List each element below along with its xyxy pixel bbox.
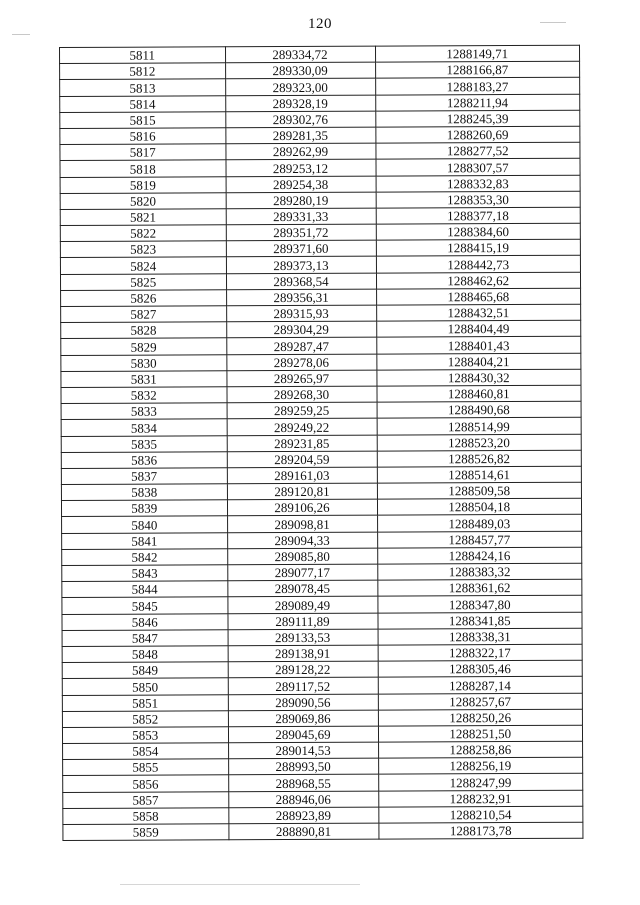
point-number-cell: 5825 xyxy=(60,273,226,290)
point-number-cell: 5836 xyxy=(61,451,227,468)
y-coordinate-cell: 1288401,43 xyxy=(376,337,581,354)
x-coordinate-cell: 289111,89 xyxy=(227,613,377,630)
table-row xyxy=(61,288,581,306)
table-row xyxy=(60,239,580,257)
table-row xyxy=(62,709,582,727)
point-number-cell: 5852 xyxy=(62,710,228,727)
point-number-cell: 5813 xyxy=(60,79,226,96)
table-row xyxy=(60,191,580,209)
point-number-cell: 5821 xyxy=(60,209,226,226)
point-number-cell: 5843 xyxy=(62,565,228,582)
table-row xyxy=(61,369,581,387)
y-coordinate-cell: 1288232,91 xyxy=(378,790,583,807)
scan-speck xyxy=(12,34,30,35)
point-number-cell: 5835 xyxy=(61,435,227,452)
table-row xyxy=(60,61,580,79)
table-row xyxy=(61,418,581,436)
y-coordinate-cell: 1288462,62 xyxy=(376,272,581,289)
y-coordinate-cell: 1288383,32 xyxy=(377,563,582,580)
point-number-cell: 5815 xyxy=(60,112,226,129)
point-number-cell: 5828 xyxy=(61,322,227,339)
point-number-cell: 5844 xyxy=(62,581,228,598)
x-coordinate-cell: 289077,17 xyxy=(227,564,377,581)
x-coordinate-cell: 289098,81 xyxy=(227,516,377,533)
point-number-cell: 5842 xyxy=(62,549,228,566)
y-coordinate-cell: 1288361,62 xyxy=(377,579,582,596)
x-coordinate-cell: 289253,12 xyxy=(226,159,376,176)
point-number-cell: 5831 xyxy=(61,371,227,388)
y-coordinate-cell: 1288442,73 xyxy=(376,256,581,273)
x-coordinate-cell: 289094,33 xyxy=(227,532,377,549)
x-coordinate-cell: 289302,76 xyxy=(225,111,375,128)
x-coordinate-cell: 289278,06 xyxy=(226,354,376,371)
x-coordinate-cell: 289334,72 xyxy=(225,46,375,63)
point-number-cell: 5829 xyxy=(61,338,227,355)
point-number-cell: 5848 xyxy=(62,646,228,663)
y-coordinate-cell: 1288509,58 xyxy=(377,482,582,499)
point-number-cell: 5816 xyxy=(60,128,226,145)
point-number-cell: 5851 xyxy=(62,694,228,711)
point-number-cell: 5837 xyxy=(61,468,227,485)
x-coordinate-cell: 289356,31 xyxy=(226,289,376,306)
y-coordinate-cell: 1288251,50 xyxy=(378,725,583,742)
x-coordinate-cell: 289014,53 xyxy=(228,742,378,759)
y-coordinate-cell: 1288523,20 xyxy=(377,434,582,451)
y-coordinate-cell: 1288307,57 xyxy=(375,159,580,176)
x-coordinate-cell: 289287,47 xyxy=(226,337,376,354)
x-coordinate-cell: 289045,69 xyxy=(228,726,378,743)
scan-speck xyxy=(120,884,360,885)
y-coordinate-cell: 1288526,82 xyxy=(377,450,582,467)
point-number-cell: 5826 xyxy=(61,290,227,307)
point-number-cell: 5853 xyxy=(62,727,228,744)
point-number-cell: 5850 xyxy=(62,678,228,695)
x-coordinate-cell: 289085,80 xyxy=(227,548,377,565)
table-row xyxy=(62,677,582,695)
point-number-cell: 5827 xyxy=(61,306,227,323)
table-row xyxy=(60,159,580,177)
x-coordinate-cell: 289265,97 xyxy=(226,370,376,387)
point-number-cell: 5819 xyxy=(60,176,226,193)
y-coordinate-cell: 1288332,83 xyxy=(376,175,581,192)
table-row xyxy=(62,644,582,662)
point-number-cell: 5812 xyxy=(60,63,226,80)
point-number-cell: 5814 xyxy=(60,95,226,112)
table-row xyxy=(60,142,580,160)
point-number-cell: 5817 xyxy=(60,144,226,161)
point-number-cell: 5859 xyxy=(63,824,229,841)
y-coordinate-cell: 1288504,18 xyxy=(377,498,582,515)
x-coordinate-cell: 289315,93 xyxy=(226,305,376,322)
point-number-cell: 5856 xyxy=(63,775,229,792)
x-coordinate-cell: 288946,06 xyxy=(228,791,378,808)
table-row xyxy=(60,207,580,225)
x-coordinate-cell: 289106,26 xyxy=(227,499,377,516)
y-coordinate-cell: 1288287,14 xyxy=(378,677,583,694)
x-coordinate-cell: 289089,49 xyxy=(227,596,377,613)
x-coordinate-cell: 288968,55 xyxy=(228,775,378,792)
y-coordinate-cell: 1288377,18 xyxy=(376,207,581,224)
page-number: 120 xyxy=(308,16,332,32)
table-row xyxy=(61,353,581,371)
y-coordinate-cell: 1288305,46 xyxy=(378,660,583,677)
y-coordinate-cell: 1288490,68 xyxy=(377,401,582,418)
y-coordinate-cell: 1288341,85 xyxy=(377,612,582,629)
point-number-cell: 5834 xyxy=(61,419,227,436)
y-coordinate-cell: 1288257,67 xyxy=(378,693,583,710)
point-number-cell: 5830 xyxy=(61,354,227,371)
table-row xyxy=(63,822,583,840)
table-row xyxy=(63,741,583,759)
table-row xyxy=(61,304,581,322)
table-row xyxy=(62,693,582,711)
point-number-cell: 5846 xyxy=(62,613,228,630)
point-number-cell: 5822 xyxy=(60,225,226,242)
y-coordinate-cell: 1288322,17 xyxy=(378,644,583,661)
x-coordinate-cell: 289328,19 xyxy=(225,95,375,112)
point-number-cell: 5820 xyxy=(60,192,226,209)
point-number-cell: 5845 xyxy=(62,597,228,614)
scan-speck xyxy=(540,22,566,23)
point-number-cell: 5857 xyxy=(63,791,229,808)
y-coordinate-cell: 1288514,61 xyxy=(377,466,582,483)
point-number-cell: 5824 xyxy=(60,257,226,274)
table-row xyxy=(63,790,583,808)
point-number-cell: 5832 xyxy=(61,387,227,404)
x-coordinate-cell: 289120,81 xyxy=(227,483,377,500)
table-row xyxy=(62,531,582,549)
y-coordinate-cell: 1288166,87 xyxy=(375,61,580,78)
y-coordinate-cell: 1288415,19 xyxy=(376,239,581,256)
y-coordinate-cell: 1288258,86 xyxy=(378,741,583,758)
table-row xyxy=(60,78,580,96)
x-coordinate-cell: 288993,50 xyxy=(228,758,378,775)
table-row xyxy=(61,434,581,452)
x-coordinate-cell: 289280,19 xyxy=(226,192,376,209)
table-row xyxy=(61,450,581,468)
x-coordinate-cell: 289090,56 xyxy=(228,694,378,711)
table-row xyxy=(60,126,580,144)
point-number-cell: 5811 xyxy=(60,47,226,64)
table-row xyxy=(60,175,580,193)
y-coordinate-cell: 1288247,99 xyxy=(378,774,583,791)
y-coordinate-cell: 1288250,26 xyxy=(378,709,583,726)
x-coordinate-cell: 289268,30 xyxy=(226,386,376,403)
x-coordinate-cell: 289262,99 xyxy=(225,143,375,160)
table-row xyxy=(62,579,582,597)
table-row xyxy=(62,660,582,678)
y-coordinate-cell: 1288245,39 xyxy=(375,110,580,127)
table-row xyxy=(62,547,582,565)
x-coordinate-cell: 288923,89 xyxy=(228,807,378,824)
coordinates-table xyxy=(59,45,583,841)
x-coordinate-cell: 289204,59 xyxy=(227,451,377,468)
y-coordinate-cell: 1288260,69 xyxy=(375,126,580,143)
y-coordinate-cell: 1288149,71 xyxy=(375,45,580,62)
y-coordinate-cell: 1288432,51 xyxy=(376,304,581,321)
point-number-cell: 5823 xyxy=(60,241,226,258)
y-coordinate-cell: 1288430,32 xyxy=(376,369,581,386)
y-coordinate-cell: 1288404,49 xyxy=(376,320,581,337)
table-row xyxy=(62,563,582,581)
coordinates-table-body xyxy=(60,45,583,840)
y-coordinate-cell: 1288347,80 xyxy=(377,596,582,613)
point-number-cell: 5841 xyxy=(62,532,228,549)
x-coordinate-cell: 289231,85 xyxy=(227,435,377,452)
table-row xyxy=(62,596,582,614)
point-number-cell: 5840 xyxy=(62,516,228,533)
y-coordinate-cell: 1288353,30 xyxy=(376,191,581,208)
x-coordinate-cell: 289351,72 xyxy=(226,224,376,241)
point-number-cell: 5847 xyxy=(62,630,228,647)
point-number-cell: 5858 xyxy=(63,808,229,825)
y-coordinate-cell: 1288211,94 xyxy=(375,94,580,111)
y-coordinate-cell: 1288514,99 xyxy=(377,418,582,435)
point-number-cell: 5854 xyxy=(63,743,229,760)
table-row xyxy=(62,515,582,533)
x-coordinate-cell: 289117,52 xyxy=(228,677,378,694)
table-row xyxy=(60,45,580,63)
x-coordinate-cell: 289373,13 xyxy=(226,257,376,274)
table-row xyxy=(63,774,583,792)
x-coordinate-cell: 289371,60 xyxy=(226,240,376,257)
point-number-cell: 5833 xyxy=(61,403,227,420)
point-number-cell: 5818 xyxy=(60,160,226,177)
x-coordinate-cell: 289161,03 xyxy=(227,467,377,484)
table-row xyxy=(61,466,581,484)
x-coordinate-cell: 289078,45 xyxy=(227,580,377,597)
table-row xyxy=(60,223,580,241)
x-coordinate-cell: 289133,53 xyxy=(228,629,378,646)
point-number-cell: 5839 xyxy=(61,500,227,517)
x-coordinate-cell: 289281,35 xyxy=(225,127,375,144)
y-coordinate-cell: 1288424,16 xyxy=(377,547,582,564)
y-coordinate-cell: 1288465,68 xyxy=(376,288,581,305)
point-number-cell: 5849 xyxy=(62,662,228,679)
y-coordinate-cell: 1288256,19 xyxy=(378,757,583,774)
x-coordinate-cell: 289069,86 xyxy=(228,710,378,727)
x-coordinate-cell: 289304,29 xyxy=(226,321,376,338)
y-coordinate-cell: 1288338,31 xyxy=(378,628,583,645)
x-coordinate-cell: 289368,54 xyxy=(226,273,376,290)
y-coordinate-cell: 1288277,52 xyxy=(375,142,580,159)
table-row xyxy=(61,320,581,338)
table-row xyxy=(62,725,582,743)
y-coordinate-cell: 1288404,21 xyxy=(376,353,581,370)
table-row xyxy=(61,385,581,403)
y-coordinate-cell: 1288489,03 xyxy=(377,515,582,532)
y-coordinate-cell: 1288460,81 xyxy=(376,385,581,402)
y-coordinate-cell: 1288384,60 xyxy=(376,223,581,240)
x-coordinate-cell: 288890,81 xyxy=(228,823,378,840)
point-number-cell: 5838 xyxy=(61,484,227,501)
x-coordinate-cell: 289249,22 xyxy=(227,418,377,435)
table-row xyxy=(61,498,581,516)
point-number-cell: 5855 xyxy=(63,759,229,776)
table-row xyxy=(61,337,581,355)
x-coordinate-cell: 289138,91 xyxy=(228,645,378,662)
y-coordinate-cell: 1288210,54 xyxy=(378,806,583,823)
y-coordinate-cell: 1288173,78 xyxy=(378,822,583,839)
table-row xyxy=(62,612,582,630)
y-coordinate-cell: 1288457,77 xyxy=(377,531,582,548)
table-row xyxy=(60,110,580,128)
table-row xyxy=(60,272,580,290)
table-row xyxy=(61,482,581,500)
table-row xyxy=(63,757,583,775)
x-coordinate-cell: 289128,22 xyxy=(228,661,378,678)
x-coordinate-cell: 289259,25 xyxy=(227,402,377,419)
table-row xyxy=(63,806,583,824)
x-coordinate-cell: 289254,38 xyxy=(226,176,376,193)
x-coordinate-cell: 289330,09 xyxy=(225,62,375,79)
table-row xyxy=(60,256,580,274)
table-row xyxy=(60,94,580,112)
x-coordinate-cell: 289323,00 xyxy=(225,78,375,95)
y-coordinate-cell: 1288183,27 xyxy=(375,78,580,95)
x-coordinate-cell: 289331,33 xyxy=(226,208,376,225)
table-row xyxy=(62,628,582,646)
table-row xyxy=(61,401,581,419)
